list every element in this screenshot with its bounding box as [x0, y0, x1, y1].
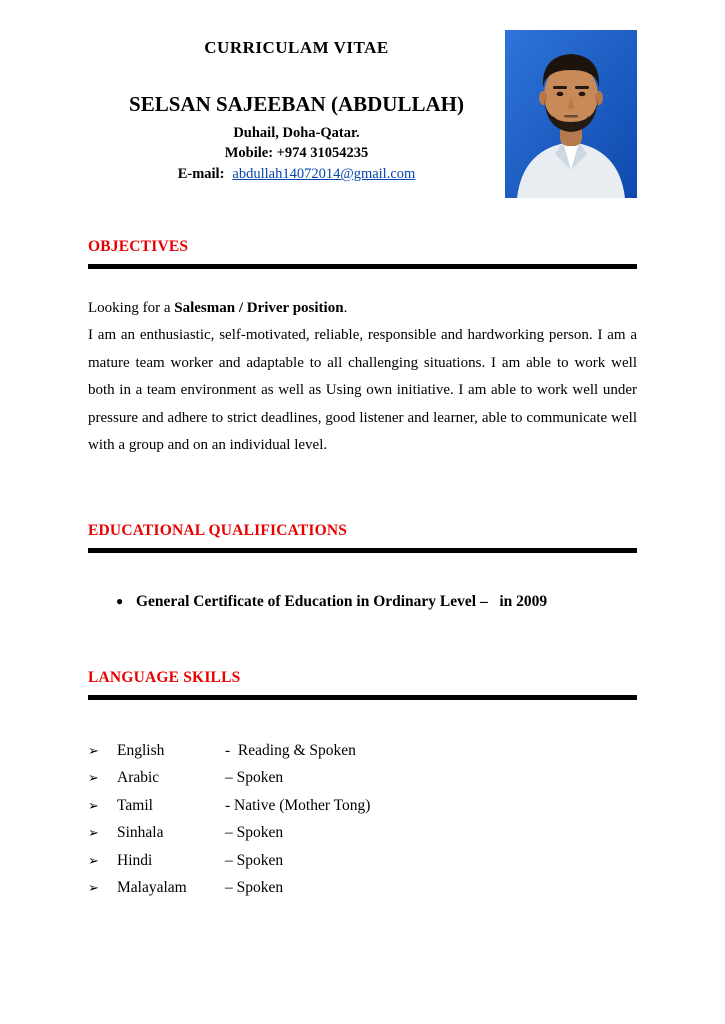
portrait-photo	[505, 30, 637, 198]
list-item	[88, 738, 637, 766]
language-name: Hindi	[117, 851, 153, 869]
language-name: Tamil	[117, 796, 153, 814]
section-divider	[88, 264, 637, 269]
section-title-education: EDUCATIONAL QUALIFICATIONS	[88, 521, 348, 539]
person-name: SELSAN SAJEEBAN (ABDULLAH)	[129, 92, 464, 116]
email-label: E-mail:	[177, 166, 225, 182]
education-item-text: General Certificate of Education in Ordinary Level – in 2009	[136, 592, 548, 610]
arrow-bullet-icon: ➢	[88, 881, 99, 896]
section-divider	[88, 548, 637, 553]
mobile-line: Mobile: +974 31054235	[224, 145, 369, 161]
section-title-objectives: OBJECTIVES	[88, 238, 189, 255]
language-name: Sinhala	[117, 824, 164, 841]
language-list	[88, 738, 637, 903]
bullet-icon: ●	[116, 593, 124, 608]
section-title-languages: LANGUAGE SKILLS	[88, 668, 241, 686]
header-text-block	[88, 30, 505, 185]
email-link[interactable]: abdullah14072014@gmail.com	[232, 166, 416, 182]
language-level: – Spoken	[225, 824, 284, 841]
arrow-bullet-icon: ➢	[88, 743, 99, 759]
language-level: – Spoken	[225, 769, 284, 786]
objective-body: I am an enthusiastic, self-motivated, reliable, responsible and hardworking person. I am a mature team worker and adaptable to all challenging situations. I am able to work well both in a team environment as well as Using own initiative. I am able to work well under pressure and adhere to strict deadlines, good listener and learner, able to communicate well with a group and on an individual level.	[88, 327, 637, 453]
education-item	[88, 593, 637, 611]
arrow-bullet-icon: ➢	[88, 798, 99, 814]
address-line: Duhail, Doha-Qatar.	[233, 125, 360, 141]
list-item	[88, 848, 637, 876]
list-item	[88, 765, 637, 793]
document-title: CURRICULAM VITAE	[204, 38, 389, 57]
section-divider	[88, 695, 637, 700]
objective-intro-suffix: .	[343, 300, 348, 316]
objective-intro-prefix: Looking for a	[88, 300, 175, 316]
cv-header	[88, 30, 637, 198]
language-level: – Spoken	[225, 879, 284, 896]
email-line	[88, 163, 505, 185]
language-name: Malayalam	[117, 879, 187, 896]
arrow-bullet-icon: ➢	[88, 853, 99, 869]
language-name: Arabic	[117, 769, 160, 786]
objective-intro	[88, 295, 637, 322]
list-item	[88, 820, 637, 848]
list-item	[88, 875, 637, 903]
language-level: – Spoken	[225, 851, 284, 869]
list-item	[88, 793, 637, 821]
arrow-bullet-icon: ➢	[88, 771, 99, 786]
language-name: English	[117, 741, 165, 759]
language-level: - Native (Mother Tong)	[225, 796, 371, 814]
arrow-bullet-icon: ➢	[88, 826, 99, 841]
language-level: - Reading & Spoken	[225, 741, 356, 759]
objective-position: Salesman / Driver position	[174, 300, 344, 316]
